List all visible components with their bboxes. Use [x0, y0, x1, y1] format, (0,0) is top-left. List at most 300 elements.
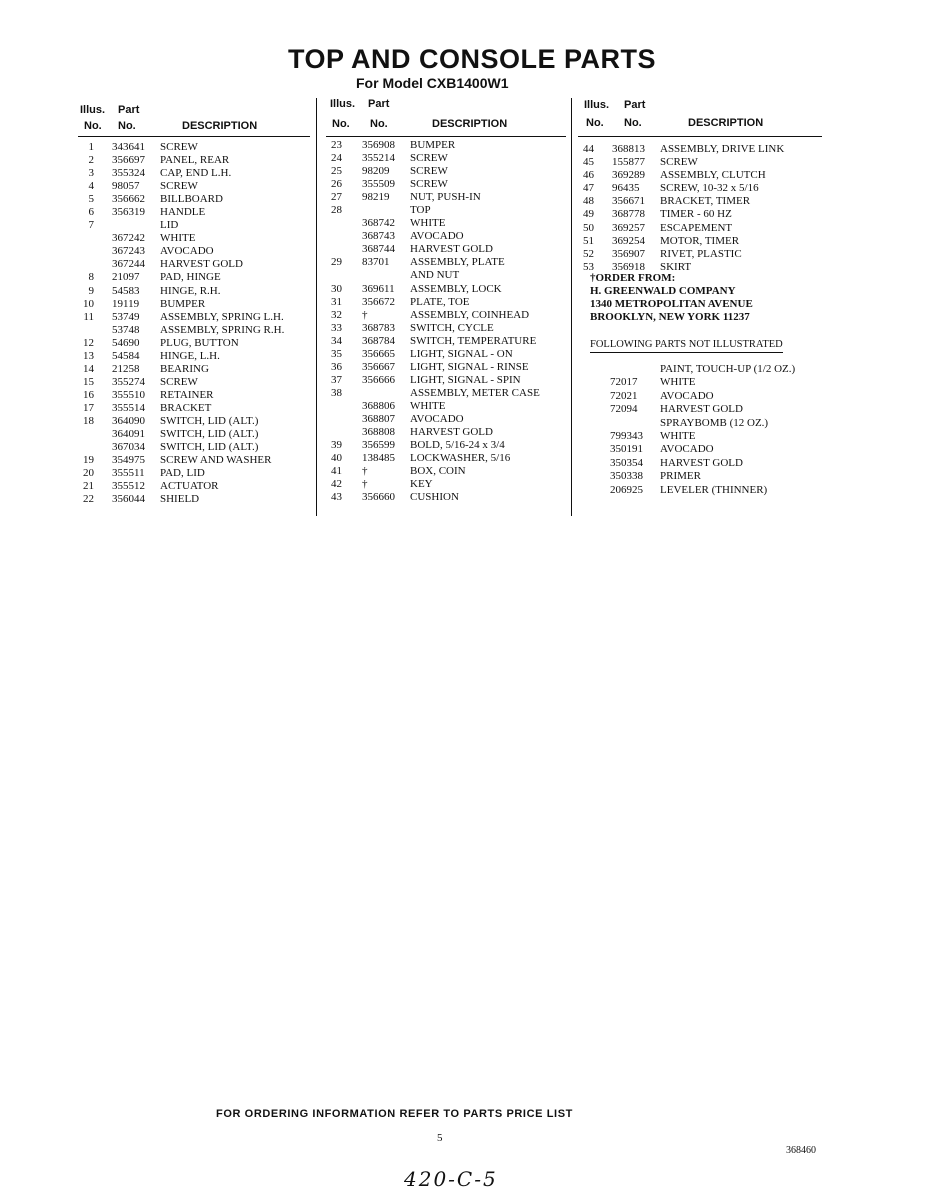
part-number: 350354 [610, 456, 643, 469]
part-number: 356319 [112, 206, 145, 219]
table-row [78, 232, 310, 245]
header-no: No. [84, 120, 102, 132]
part-description: SCREW AND WASHER [160, 454, 272, 467]
part-number: 72021 [610, 389, 638, 402]
part-number: 355514 [112, 401, 145, 414]
table-row [326, 426, 566, 439]
table-row [78, 271, 310, 284]
part-number: 356672 [362, 295, 395, 308]
part-description: ASSEMBLY, PLATE [410, 256, 505, 269]
part-description: CAP, END L.H. [160, 167, 232, 180]
part-description: LID [160, 219, 179, 232]
part-number: 368742 [362, 217, 395, 230]
part-number: 354975 [112, 454, 145, 467]
part-number: 155877 [612, 156, 645, 169]
part-number: 355214 [362, 152, 395, 165]
part-number: 355274 [112, 375, 145, 388]
part-number: 138485 [362, 452, 395, 465]
table-row [78, 141, 310, 154]
part-description: AVOCADO [160, 245, 214, 258]
column-divider-2 [571, 98, 572, 516]
illus-number: 34 [331, 334, 342, 347]
part-description: BEARING [160, 362, 209, 375]
part-description: ACTUATOR [160, 480, 219, 493]
table-row [326, 400, 566, 413]
illus-number: 14 [83, 362, 94, 375]
illus-number: 2 [88, 154, 94, 167]
part-description: PAD, HINGE [160, 271, 221, 284]
part-description: CUSHION [410, 491, 459, 504]
part-description: ASSEMBLY, DRIVE LINK [660, 143, 785, 155]
part-description: SCREW [410, 152, 448, 165]
table-row [326, 478, 566, 491]
table-row [78, 363, 310, 376]
ordering-footer: FOR ORDERING INFORMATION REFER TO PARTS PRICE LIST [216, 1108, 573, 1120]
not-illustrated-heading-text: FOLLOWING PARTS NOT ILLUSTRATED [590, 338, 783, 353]
illus-number: 9 [88, 284, 94, 297]
table-row [326, 322, 566, 335]
part-description: AVOCADO [660, 443, 714, 456]
part-number: 53748 [112, 323, 140, 336]
illus-number: 4 [88, 180, 94, 193]
illus-number: 32 [331, 308, 342, 321]
part-number: 368743 [362, 230, 395, 243]
list-item [604, 457, 824, 470]
part-description: WHITE [410, 399, 446, 412]
part-description: PRIMER [660, 470, 701, 483]
table-row [326, 309, 566, 322]
part-description: SCREW [410, 178, 448, 191]
part-number: 96435 [612, 182, 640, 195]
header-no: No. [370, 118, 388, 130]
header-no: No. [332, 118, 350, 130]
table-row [326, 269, 566, 282]
part-number: † [362, 478, 368, 491]
part-number: 369611 [362, 282, 395, 295]
part-number: 356667 [362, 360, 395, 373]
table-row [78, 245, 310, 258]
order-from-line: 1340 METROPOLITAN AVENUE [590, 298, 753, 310]
header-illus: Illus. [330, 98, 356, 110]
illus-number: 13 [83, 349, 94, 362]
table-row [326, 348, 566, 361]
illus-number: 26 [331, 178, 342, 191]
part-description: ASSEMBLY, CLUTCH [660, 169, 766, 182]
part-description: PAINT, TOUCH-UP (1/2 OZ.) [660, 363, 796, 375]
header-no: No. [624, 117, 642, 129]
list-item [604, 376, 824, 389]
table-row [326, 413, 566, 426]
table-row [326, 283, 566, 296]
table-row [326, 296, 566, 309]
illus-number: 45 [583, 156, 594, 169]
table-row [78, 180, 310, 193]
table-row [326, 230, 566, 243]
part-description: BRACKET, TIMER [660, 195, 751, 208]
part-description: LIGHT, SIGNAL - SPIN [410, 373, 521, 386]
part-number: 21258 [112, 362, 140, 375]
part-description: HARVEST GOLD [160, 258, 243, 271]
list-item [604, 470, 824, 483]
part-description: LIGHT, SIGNAL - ON [410, 347, 513, 360]
part-number: 356671 [612, 195, 645, 208]
table-row [326, 191, 566, 204]
illus-number: 18 [83, 414, 94, 427]
part-description: PLATE, TOE [410, 295, 470, 308]
part-number: 19119 [112, 297, 140, 310]
table-row [326, 439, 566, 452]
not-illustrated-heading [590, 338, 783, 353]
table-row [326, 139, 566, 152]
part-number: 206925 [610, 483, 643, 496]
header-part: Part [118, 104, 140, 116]
part-description: WHITE [410, 217, 446, 230]
part-number: 54690 [112, 336, 140, 349]
part-number: 350191 [610, 443, 643, 456]
illus-number: 6 [88, 206, 94, 219]
header-description: DESCRIPTION [432, 118, 508, 130]
column-header [578, 100, 822, 137]
part-description: HINGE, L.H. [160, 349, 220, 362]
part-number: 356666 [362, 373, 395, 386]
part-number: 98057 [112, 180, 140, 193]
illus-number: 40 [331, 452, 342, 465]
part-number: 368778 [612, 208, 645, 221]
illus-number: 8 [88, 271, 94, 284]
part-description: SCREW [410, 165, 448, 178]
illus-number: 10 [83, 297, 94, 310]
part-description: SWITCH, CYCLE [410, 321, 494, 334]
part-description: RIVET, PLASTIC [660, 247, 742, 260]
part-number: 72017 [610, 376, 638, 389]
table-row [326, 165, 566, 178]
table-row [326, 204, 566, 217]
illus-number: 25 [331, 165, 342, 178]
part-description: LEVELER (THINNER) [660, 483, 768, 496]
table-row [78, 193, 310, 206]
part-number: 355324 [112, 167, 145, 180]
part-number: 83701 [362, 256, 390, 269]
illus-number: 36 [331, 360, 342, 373]
part-number: 355509 [362, 178, 395, 191]
part-description: HARVEST GOLD [660, 403, 743, 416]
not-illustrated-list [604, 363, 824, 497]
table-row [326, 491, 566, 504]
part-description: SCREW [160, 375, 198, 388]
table-row [326, 374, 566, 387]
part-number: 368744 [362, 243, 395, 256]
table-row [78, 454, 310, 467]
part-description: LOCKWASHER, 5/16 [410, 452, 511, 465]
part-number: 368813 [612, 143, 645, 155]
illus-number: 1 [88, 141, 94, 153]
part-number: 367034 [112, 441, 145, 454]
part-number: 54584 [112, 349, 140, 362]
illus-number: 41 [331, 465, 342, 478]
illus-number: 52 [583, 247, 594, 260]
part-number: 368806 [362, 399, 395, 412]
table-row [78, 219, 310, 232]
part-description: PANEL, REAR [160, 154, 230, 167]
part-description: SCREW [160, 180, 198, 193]
column-header [78, 100, 310, 137]
part-number: 343641 [112, 141, 145, 153]
part-number: 368808 [362, 426, 395, 439]
part-description: WHITE [660, 376, 696, 389]
part-description: HANDLE [160, 206, 206, 219]
header-illus: Illus. [80, 104, 106, 116]
illus-number: 50 [583, 221, 594, 234]
table-row [578, 195, 822, 208]
part-description: MOTOR, TIMER [660, 234, 740, 247]
header-description: DESCRIPTION [182, 120, 258, 132]
table-row [326, 452, 566, 465]
part-description: BOLD, 5/16-24 x 3/4 [410, 439, 505, 452]
table-row [578, 235, 822, 248]
illus-number: 44 [583, 143, 594, 155]
part-description: BRACKET [160, 401, 212, 414]
part-number: 356662 [112, 193, 145, 206]
illus-number: 7 [88, 219, 94, 232]
illus-number: 15 [83, 375, 94, 388]
parts-column-3 [578, 100, 822, 274]
part-description: HINGE, R.H. [160, 284, 221, 297]
document-number: 368460 [786, 1145, 816, 1156]
part-number: 356660 [362, 491, 395, 504]
illus-number: 5 [88, 193, 94, 206]
part-number: 367244 [112, 258, 145, 271]
part-number: 356908 [362, 139, 395, 151]
part-number: 369289 [612, 169, 645, 182]
illus-number: 49 [583, 208, 594, 221]
part-description: HARVEST GOLD [410, 243, 493, 256]
illus-number: 37 [331, 373, 342, 386]
part-number: 369254 [612, 234, 645, 247]
list-item [604, 390, 824, 403]
part-description: AVOCADO [410, 412, 464, 425]
illus-number: 28 [331, 204, 342, 217]
illus-number: 19 [83, 454, 94, 467]
part-description: WHITE [660, 429, 696, 442]
table-row [78, 324, 310, 337]
table-row [326, 361, 566, 374]
part-number: 21097 [112, 271, 140, 284]
header-illus: Illus. [584, 99, 610, 111]
page-number: 5 [437, 1132, 443, 1144]
part-description: BILLBOARD [160, 193, 223, 206]
part-description: SCREW [160, 141, 198, 153]
table-row [326, 335, 566, 348]
illus-number: 17 [83, 401, 94, 414]
part-number: 356697 [112, 154, 145, 167]
table-row [578, 143, 822, 156]
list-item [604, 417, 824, 430]
illus-number: 33 [331, 321, 342, 334]
table-row [326, 387, 566, 400]
part-description: SHIELD [160, 493, 200, 506]
part-number: 356665 [362, 347, 395, 360]
part-number: 356907 [612, 247, 645, 260]
illus-number: 27 [331, 191, 342, 204]
column-header [326, 100, 566, 137]
part-number: 350338 [610, 470, 643, 483]
parts-column-2 [326, 100, 566, 504]
part-description: ASSEMBLY, SPRING L.H. [160, 310, 284, 323]
illus-number: 16 [83, 388, 94, 401]
part-description: ASSEMBLY, COINHEAD [410, 308, 530, 321]
part-description: ESCAPEMENT [660, 221, 733, 234]
table-row [578, 222, 822, 235]
part-description: TIMER - 60 HZ [660, 208, 732, 221]
part-number: 364091 [112, 428, 145, 441]
part-description: SWITCH, LID (ALT.) [160, 441, 259, 454]
part-number: 364090 [112, 414, 145, 427]
illus-number: 21 [83, 480, 94, 493]
column-divider-1 [316, 98, 317, 516]
part-description: SCREW, 10-32 x 5/16 [660, 182, 759, 195]
table-row [578, 169, 822, 182]
part-number: 355512 [112, 480, 145, 493]
illus-number: 42 [331, 478, 342, 491]
part-description: SPRAYBOMB (12 OZ.) [660, 416, 769, 429]
illus-number: 31 [331, 295, 342, 308]
table-row [78, 206, 310, 219]
part-description: RETAINER [160, 388, 214, 401]
illus-number: 12 [83, 336, 94, 349]
page-title: TOP AND CONSOLE PARTS [287, 44, 657, 74]
part-description: SKIRT [660, 260, 692, 273]
part-description: TOP [410, 204, 431, 217]
part-description: PAD, LID [160, 467, 205, 480]
part-description: HARVEST GOLD [660, 456, 743, 469]
list-item [604, 484, 824, 497]
illus-number: 3 [88, 167, 94, 180]
table-row [578, 248, 822, 261]
part-number: 367243 [112, 245, 145, 258]
parts-column-1 [78, 100, 310, 506]
part-number: 368784 [362, 334, 395, 347]
order-from-line: BROOKLYN, NEW YORK 11237 [590, 311, 750, 323]
table-row [78, 337, 310, 350]
table-row [326, 256, 566, 269]
table-row [578, 208, 822, 221]
part-description: WHITE [160, 232, 196, 245]
list-item [604, 403, 824, 416]
part-number: 98219 [362, 191, 390, 204]
illus-number: 23 [331, 139, 342, 151]
order-from-block [590, 272, 753, 324]
order-from-line: †ORDER FROM: [590, 272, 676, 284]
header-part: Part [624, 99, 646, 111]
table-row [326, 152, 566, 165]
part-number: 356918 [612, 260, 645, 273]
part-description: AND NUT [410, 269, 460, 282]
part-number: 356044 [112, 493, 145, 506]
illus-number: 53 [583, 260, 594, 273]
table-row [78, 154, 310, 167]
part-number: 72094 [610, 403, 638, 416]
header-no: No. [586, 117, 604, 129]
table-row [78, 402, 310, 415]
table-row [78, 467, 310, 480]
order-from-line: H. GREENWALD COMPANY [590, 285, 736, 297]
table-row [78, 428, 310, 441]
illus-number: 20 [83, 467, 94, 480]
table-row [78, 167, 310, 180]
part-number: 367242 [112, 232, 145, 245]
table-row [78, 415, 310, 428]
table-row [78, 376, 310, 389]
illus-number: 39 [331, 439, 342, 452]
part-description: ASSEMBLY, LOCK [410, 282, 502, 295]
table-row [78, 298, 310, 311]
table-row [578, 182, 822, 195]
page-subtitle: For Model CXB1400W1 [356, 75, 509, 91]
parts-list [78, 141, 310, 506]
list-item [604, 363, 824, 376]
illus-number: 30 [331, 282, 342, 295]
part-description: BOX, COIN [410, 465, 466, 478]
table-row [78, 311, 310, 324]
illus-number: 29 [331, 256, 342, 269]
parts-list [326, 139, 566, 504]
part-number: 53749 [112, 310, 140, 323]
part-number: 98209 [362, 165, 390, 178]
part-description: SCREW [660, 156, 698, 169]
illus-number: 48 [583, 195, 594, 208]
part-number: 368807 [362, 412, 395, 425]
handwritten-note: 420-C-5 [404, 1167, 498, 1191]
illus-number: 51 [583, 234, 594, 247]
illus-number: 35 [331, 347, 342, 360]
part-description: ASSEMBLY, SPRING R.H. [160, 323, 285, 336]
table-row [326, 243, 566, 256]
illus-number: 24 [331, 152, 342, 165]
part-number: † [362, 465, 368, 478]
part-description: AVOCADO [410, 230, 464, 243]
part-description: KEY [410, 478, 433, 491]
part-description: PLUG, BUTTON [160, 336, 239, 349]
part-description: AVOCADO [660, 389, 714, 402]
part-description: SWITCH, LID (ALT.) [160, 414, 259, 427]
header-no: No. [118, 120, 136, 132]
illus-number: 43 [331, 491, 342, 504]
part-number: 355510 [112, 388, 145, 401]
part-number: 355511 [112, 467, 145, 480]
part-description: SWITCH, LID (ALT.) [160, 428, 259, 441]
part-number: 369257 [612, 221, 645, 234]
part-description: HARVEST GOLD [410, 426, 493, 439]
part-description: SWITCH, TEMPERATURE [410, 334, 537, 347]
table-row [78, 258, 310, 271]
part-description: BUMPER [160, 297, 206, 310]
part-description: ASSEMBLY, METER CASE [410, 386, 540, 399]
table-row [326, 217, 566, 230]
illus-number: 46 [583, 169, 594, 182]
illus-number: 22 [83, 493, 94, 506]
part-number: † [362, 308, 368, 321]
part-number: 799343 [610, 429, 643, 442]
table-row [78, 441, 310, 454]
part-description: BUMPER [410, 139, 456, 151]
table-row [78, 480, 310, 493]
illus-number: 38 [331, 386, 342, 399]
table-row [78, 350, 310, 363]
header-description: DESCRIPTION [688, 117, 764, 129]
table-row [78, 493, 310, 506]
table-row [578, 156, 822, 169]
parts-list [578, 143, 822, 274]
